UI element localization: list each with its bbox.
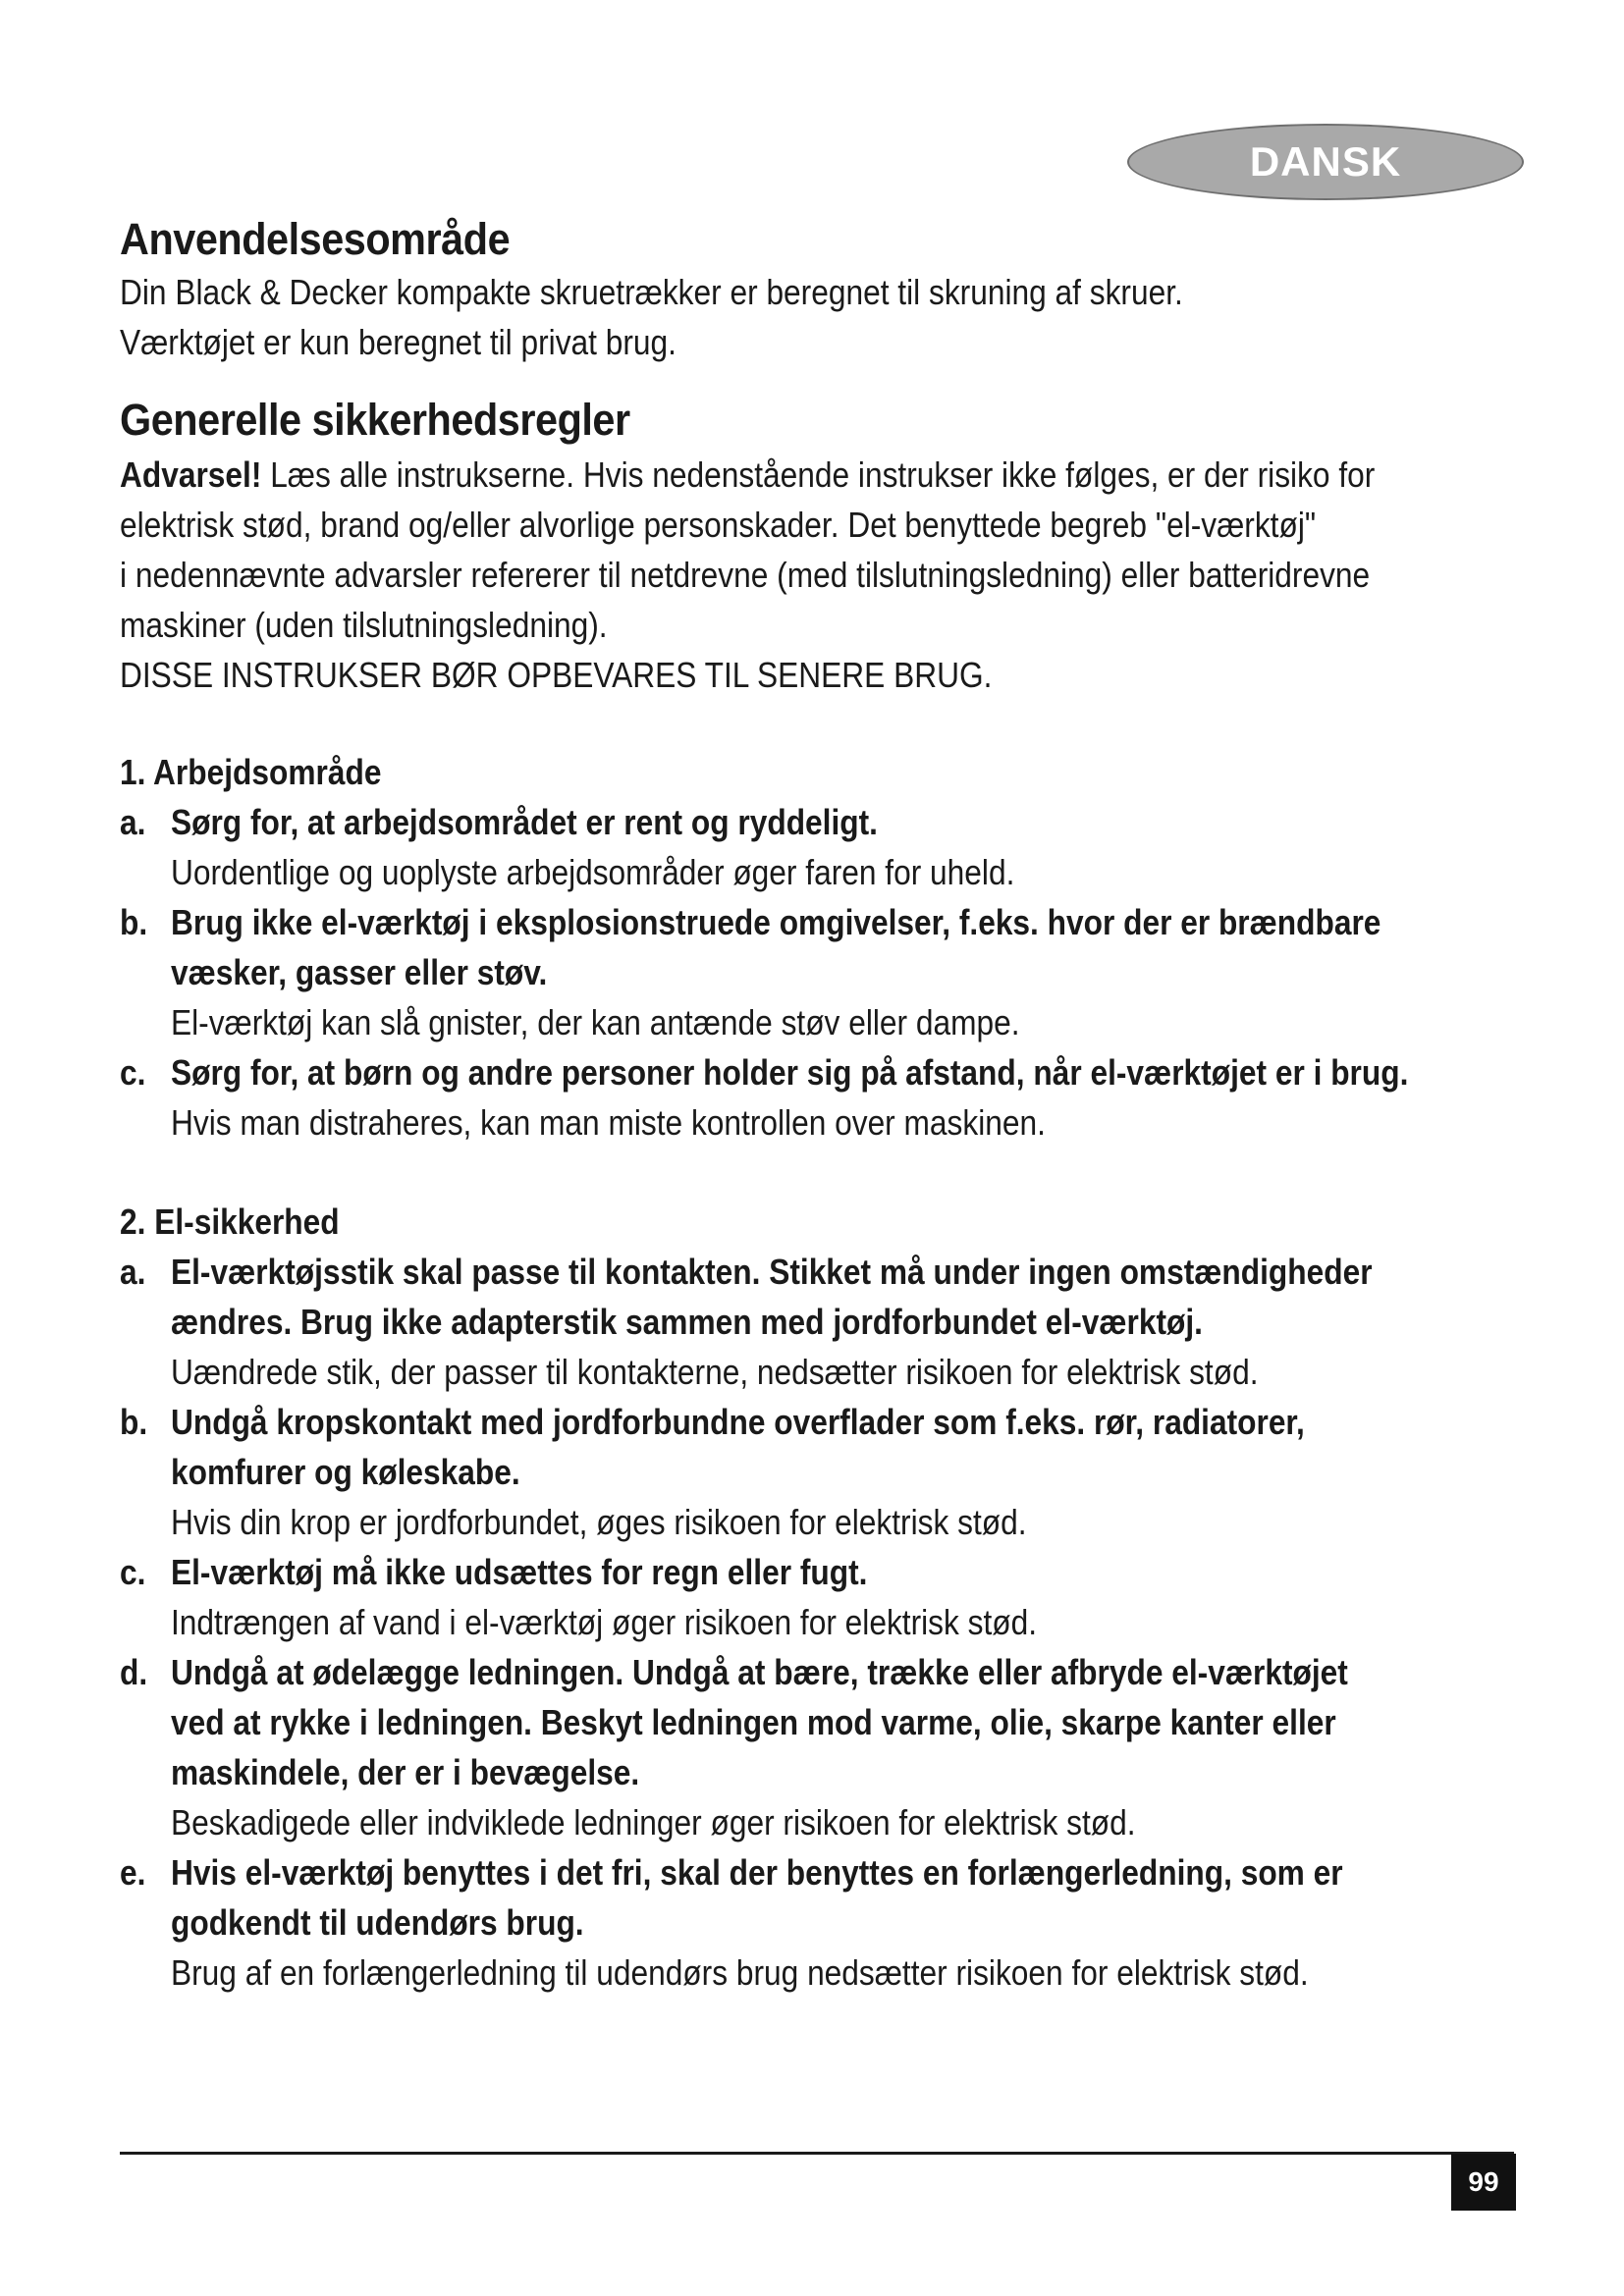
list-item [120,797,1534,897]
item-letter: b. [120,1402,148,1442]
intended-use-text [120,267,1534,367]
list-item [120,1647,1534,1847]
item-note: Hvis din krop er jordforbundet, øges risikoen for elektrisk stød. [171,1502,1027,1542]
item-note: El-værktøj kan slå gnister, der kan antænde støv eller dampe. [171,1002,1020,1042]
item-letter: b. [120,902,148,942]
item-title: Undgå at ødelægge ledningen. Undgå at bære, trække eller afbryde el-værktøjet ved at rykke i ledningen. Beskyt ledningen mod varme, olie, skarpe kanter eller maskindele, der er i bevægelse. [171,1652,1348,1792]
item-note: Beskadigede eller indviklede ledninger øger risikoen for elektrisk stød. [171,1802,1136,1842]
item-letter: a. [120,802,146,842]
item-note: Indtrængen af vand i el-værktøj øger risikoen for elektrisk stød. [171,1602,1038,1642]
footer-divider [120,2152,1514,2155]
warning-line [120,450,1376,500]
item-letter: c. [120,1052,146,1093]
list-item [120,1547,1534,1647]
intended-use-line: Din Black & Decker kompakte skruetrækker er beregnet til skruning af skruer. [120,272,1183,312]
item-title: El-værktøj må ikke udsættes for regn eller fugt. [171,1552,868,1592]
heading-intended-use: Anvendelsesområde [120,214,511,264]
item-letter: d. [120,1652,148,1692]
warning-line: elektrisk stød, brand og/eller alvorlige personskader. Det benyttede begreb "el-værktøj" [120,505,1317,545]
list-item [120,1397,1534,1547]
warning-text: Læs alle instrukserne. Hvis nedenstående instrukser ikke følges, er der risiko for [261,454,1376,495]
item-note: Hvis man distraheres, kan man miste kontrollen over maskinen. [171,1102,1046,1143]
item-title: Sørg for, at børn og andre personer holder sig på afstand, når el-værktøjet er i brug. [171,1052,1409,1093]
intended-use-line: Værktøjet er kun beregnet til privat brug. [120,322,677,362]
item-title: Undgå kropskontakt med jordforbundne overflader som f.eks. rør, radiatorer, komfurer og køleskabe. [171,1402,1305,1492]
list-item [120,897,1534,1047]
item-letter: c. [120,1552,146,1592]
warning-block [120,450,1534,700]
item-note: Uændrede stik, der passer til kontakterne, nedsætter risikoen for elektrisk stød. [171,1352,1259,1392]
document-body [120,214,1534,1998]
keep-instructions-note: DISSE INSTRUKSER BØR OPBEVARES TIL SENERE BRUG. [120,655,993,695]
warning-line: maskiner (uden tilslutningsledning). [120,605,608,645]
warning-line: i nedennævnte advarsler refererer til netdrevne (med tilslutningsledning) eller batteridrevne [120,555,1371,595]
item-title: Sørg for, at arbejdsområdet er rent og ryddeligt. [171,802,878,842]
item-note: Uordentlige og uoplyste arbejdsområder øger faren for uheld. [171,852,1015,892]
section-heading-work-area: 1. Arbejdsområde [120,752,382,792]
language-badge: DANSK [1127,124,1524,200]
section-heading-electrical-safety: 2. El-sikkerhed [120,1201,340,1242]
page-number: 99 [1451,2154,1516,2211]
item-title: Brug ikke el-værktøj i eksplosionstruede omgivelser, f.eks. hvor der er brændbare væsker, gasser eller støv. [171,902,1381,992]
item-letter: a. [120,1252,146,1292]
warning-label: Advarsel! [120,454,262,495]
list-item [120,1047,1534,1148]
list-item [120,1847,1534,1998]
item-letter: e. [120,1852,146,1893]
item-note: Brug af en forlængerledning til udendørs brug nedsætter risikoen for elektrisk stød. [171,1952,1309,1993]
item-title: Hvis el-værktøj benyttes i det fri, skal der benyttes en forlængerledning, som er godkendt til udendørs brug. [171,1852,1343,1943]
heading-general-safety: Generelle sikkerhedsregler [120,395,630,445]
item-title: El-værktøjsstik skal passe til kontakten. Stikket må under ingen omstændigheder ændres. Brug ikke adapterstik sammen med jordforbundet el-værktøj. [171,1252,1373,1342]
list-item [120,1247,1534,1397]
